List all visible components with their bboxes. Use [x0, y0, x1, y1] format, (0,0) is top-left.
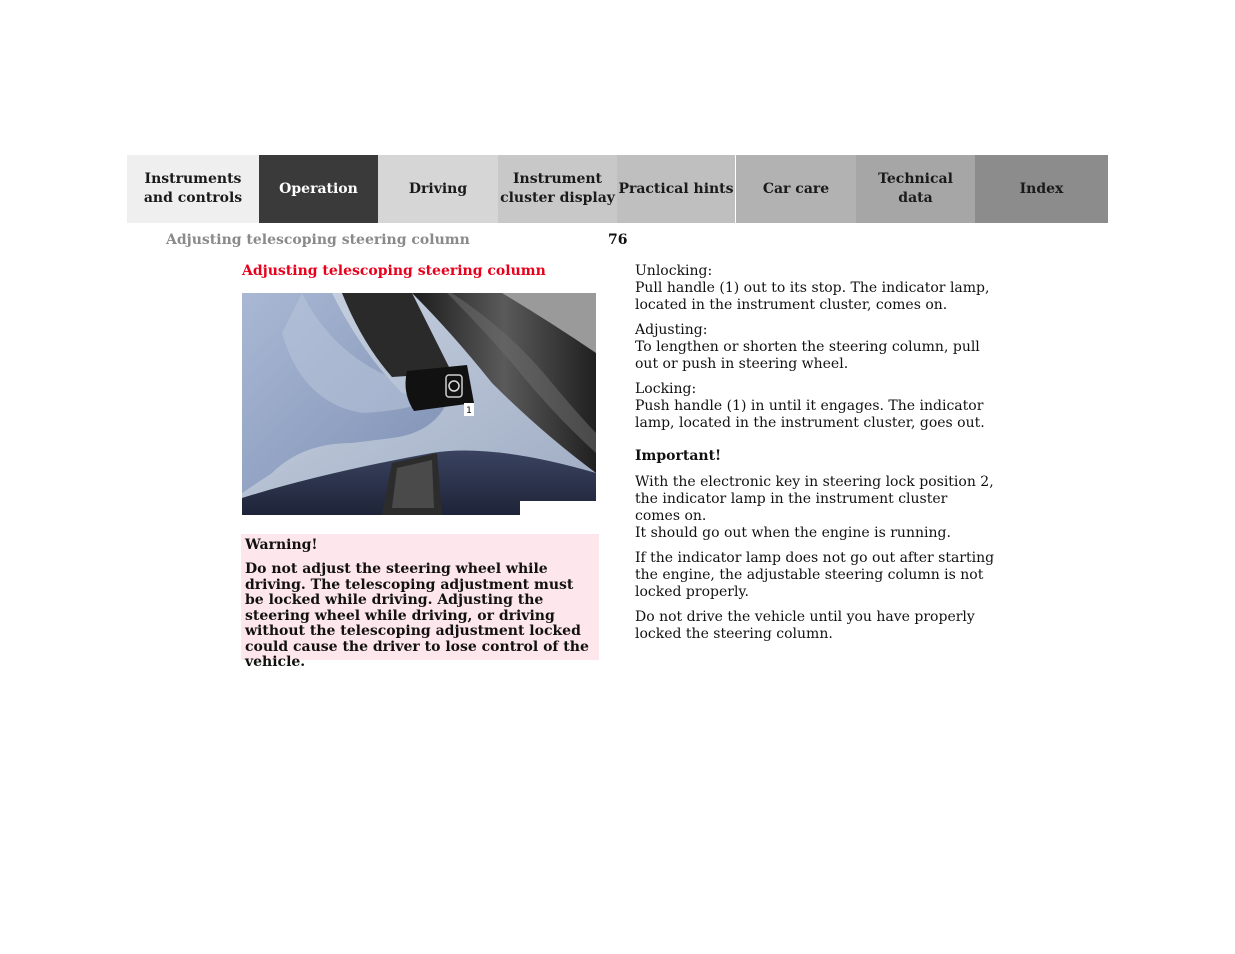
- locking-text: Push handle (1) in until it engages. The indicator lamp, located in the instrument cluster, goes out.: [635, 398, 985, 431]
- page-heading: Adjusting telescoping steering column: [242, 263, 546, 279]
- locking-paragraph: [635, 381, 995, 432]
- tab-instruments-and-controls[interactable]: [127, 155, 259, 223]
- important-text-1a: With the electronic key in steering lock position 2, the indicator lamp in the instrument cluster comes on.: [635, 474, 994, 524]
- warning-body: Do not adjust the steering wheel while driving. The telescoping adjustment must be locked while driving. Adjusting the steering wheel while driving, or driving without the telescoping adjustment locked could cause the driver to lose control of the vehicle.: [245, 561, 589, 670]
- tab-operation[interactable]: [259, 155, 378, 223]
- adjusting-label: Adjusting:: [635, 322, 708, 338]
- adjusting-paragraph: [635, 322, 995, 373]
- important-paragraph-3: Do not drive the vehicle until you have properly locked the steering column.: [635, 609, 975, 642]
- important-paragraph-1: [635, 474, 995, 542]
- locking-label: Locking:: [635, 381, 697, 397]
- unlocking-paragraph: [635, 263, 995, 314]
- unlocking-text: Pull handle (1) out to its stop. The indicator lamp, located in the instrument cluster, comes on.: [635, 280, 990, 313]
- tab-label: Driving: [408, 180, 468, 197]
- page-number: 76: [608, 232, 628, 248]
- tab-label: Instruments and controls: [143, 171, 243, 206]
- chapter-tab-bar: [127, 155, 1108, 223]
- steering-column-illustration: [242, 293, 596, 515]
- tab-practical-hints[interactable]: [617, 155, 736, 223]
- tab-instrument-cluster-display[interactable]: [498, 155, 617, 223]
- tab-index[interactable]: [975, 155, 1108, 223]
- tab-car-care[interactable]: [736, 155, 856, 223]
- instructions-column: [635, 263, 995, 651]
- section-header: Adjusting telescoping steering column: [166, 232, 470, 248]
- tab-technical-data[interactable]: [856, 155, 975, 223]
- important-heading: Important!: [635, 448, 722, 464]
- tab-label: Practical hints: [618, 180, 734, 197]
- tab-label: Index: [1019, 180, 1064, 197]
- tab-label: Car care: [762, 180, 830, 197]
- tab-label: Operation: [279, 180, 358, 197]
- handle-callout-number: 1: [466, 406, 472, 416]
- important-text-1b: It should go out when the engine is running.: [635, 525, 951, 541]
- warning-title: Warning!: [245, 537, 318, 553]
- tab-label: Instrument cluster display: [500, 171, 615, 206]
- unlocking-label: Unlocking:: [635, 263, 713, 279]
- important-paragraph-2: If the indicator lamp does not go out after starting the engine, the adjustable steering column is not locked properly.: [635, 550, 995, 600]
- adjusting-text: To lengthen or shorten the steering column, pull out or push in steering wheel.: [635, 339, 980, 372]
- tab-label: Technical data: [878, 171, 953, 206]
- tab-driving[interactable]: [378, 155, 498, 223]
- warning-box: [241, 534, 599, 670]
